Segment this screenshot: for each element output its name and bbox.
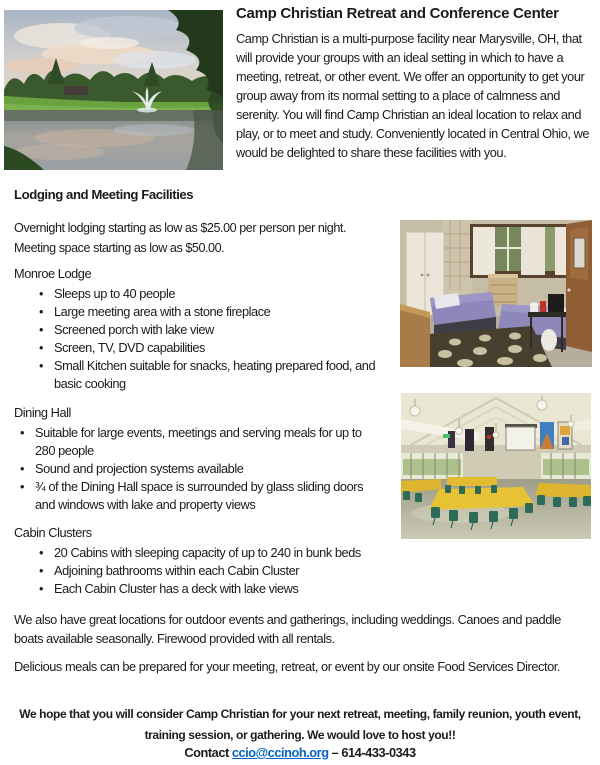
pricing-line-2: Meeting space starting as low as $50.00. bbox=[14, 241, 225, 255]
cabin-clusters-heading: Cabin Clusters bbox=[14, 525, 92, 540]
closing-statement: We hope that you will consider Camp Christian for your next retreat, meeting, family reunion, youth event, training session, or gathering. We would love to host you!! bbox=[19, 707, 581, 742]
contact-line bbox=[0, 745, 600, 760]
list-item: • Small Kitchen suitable for snacks, heating prepared food, and basic cooking bbox=[37, 357, 389, 393]
dining-hall-heading: Dining Hall bbox=[14, 405, 71, 420]
page-title: Camp Christian Retreat and Conference Center bbox=[236, 5, 559, 22]
dining-hall-photo bbox=[401, 393, 591, 539]
lodge-bedroom-photo bbox=[400, 220, 592, 367]
meals-paragraph: Delicious meals can be prepared for your meeting, retreat, or event by our onsite Food Services Director. bbox=[14, 659, 560, 674]
list-item: • Sleeps up to 40 people bbox=[37, 285, 389, 303]
contact-prefix: Contact bbox=[184, 745, 229, 760]
list-item: • Each Cabin Cluster has a deck with lake views bbox=[37, 580, 557, 598]
list-item: • ¾ of the Dining Hall space is surrounded by glass sliding doors and windows with lake and property views bbox=[18, 478, 378, 514]
monroe-lodge-list bbox=[37, 285, 389, 393]
list-item: • Large meeting area with a stone fireplace bbox=[37, 303, 389, 321]
list-item: • Suitable for large events, meetings and serving meals for up to 280 people bbox=[18, 424, 378, 460]
contact-phone: – 614-433-0343 bbox=[331, 745, 416, 760]
monroe-lodge-heading: Monroe Lodge bbox=[14, 266, 92, 281]
list-item: • Screen, TV, DVD capabilities bbox=[37, 339, 389, 357]
pricing-line-1: Overnight lodging starting as low as $25.00 per person per night. bbox=[14, 221, 346, 235]
intro-paragraph: Camp Christian is a multi-purpose facility near Marysville, OH, that will provide your groups with an ideal setting in which to have a meeting, retreat, or other event. We offer an opportunity to get your group away from its normal setting to a place of calmness and serenity. You will find Camp Christian an ideal location to relax and play, or to meet and study. Conveniently located in Central Ohio, we would be delighted to share these facilities with you. bbox=[236, 31, 590, 160]
lodging-facilities-heading: Lodging and Meeting Facilities bbox=[14, 187, 194, 202]
list-item: • Screened porch with lake view bbox=[37, 321, 389, 339]
dining-hall-list bbox=[18, 424, 378, 514]
outdoor-events-paragraph: We also have great locations for outdoor events and gatherings, including weddings. Canoes and paddle boats available seasonally. Firewood provided with all rentals. bbox=[14, 612, 561, 646]
list-item: • Adjoining bathrooms within each Cabin Cluster bbox=[37, 562, 557, 580]
list-item: • Sound and projection systems available bbox=[18, 460, 378, 478]
email-link[interactable]: ccio@ccinoh.org bbox=[231, 745, 329, 760]
lake-fountain-photo bbox=[4, 10, 223, 170]
list-item: • 20 Cabins with sleeping capacity of up to 240 in bunk beds bbox=[37, 544, 557, 562]
cabin-clusters-list bbox=[37, 544, 557, 598]
pricing-paragraph bbox=[14, 218, 414, 258]
